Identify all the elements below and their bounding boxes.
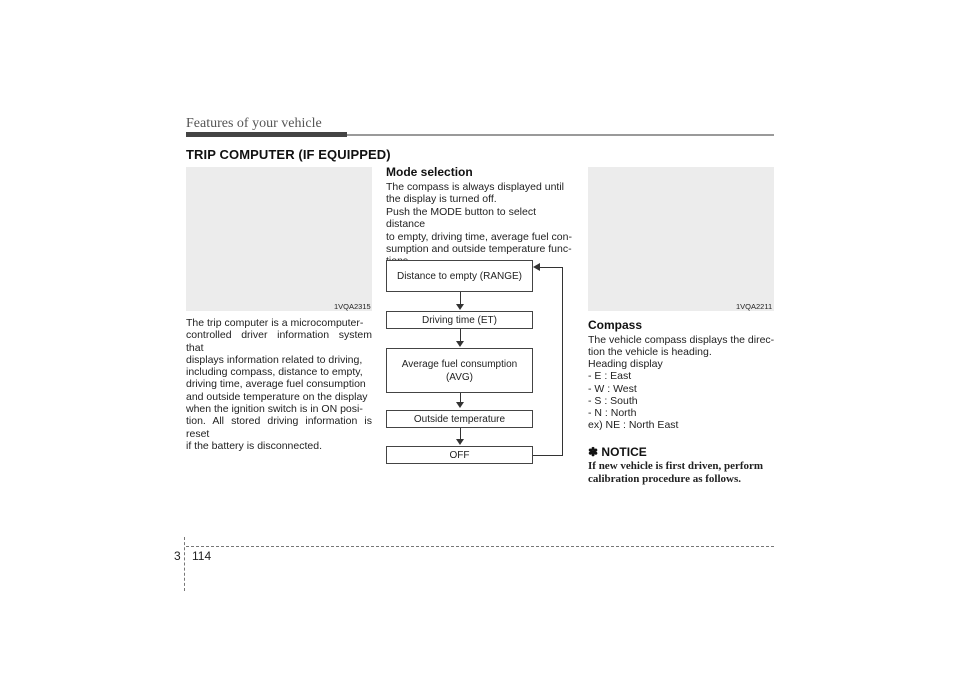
header-rule [347, 134, 774, 136]
running-header: Features of your vehicle [186, 116, 322, 131]
mode-selection-heading: Mode selection [386, 165, 473, 179]
mode-paragraph-1 [386, 181, 574, 206]
text-line: calibration procedure as follows. [588, 472, 741, 485]
text-line: Push the MODE button to select distance [386, 206, 536, 231]
notice-title: NOTICE [601, 445, 647, 459]
text-line: driving time, average fuel consumption [186, 378, 366, 391]
text-line: tion the vehicle is heading. [588, 346, 712, 359]
footer-dashed-rule [186, 546, 774, 547]
flow-box-avg-fuel-line2: (AVG) [445, 371, 474, 383]
page-number: 114 [192, 549, 212, 563]
text-line: and outside temperature on the display [186, 390, 368, 403]
header-bar [186, 132, 347, 137]
flow-box-driving-time: Driving time (ET) [386, 311, 533, 329]
compass-paragraph [588, 334, 776, 359]
notice-icon: ✽ [588, 445, 599, 459]
text-line: The vehicle compass displays the direc- [588, 334, 775, 346]
mode-paragraph-2 [386, 206, 574, 267]
list-item: ex) NE : North East [588, 419, 679, 432]
footer-dashed-vertical [184, 537, 185, 591]
list-item: - N : North [588, 407, 637, 420]
arrow-left-icon [533, 263, 540, 271]
section-title: TRIP COMPUTER (IF EQUIPPED) [186, 147, 391, 162]
text-line: to empty, driving time, average fuel con- [386, 230, 572, 243]
list-item: - W : West [588, 382, 637, 395]
arrow-down-icon [456, 341, 464, 347]
heading-display-list [588, 358, 776, 432]
flow-box-avg-fuel [386, 348, 533, 393]
intro-paragraph [186, 317, 372, 452]
arrow-down-icon [456, 304, 464, 310]
text-line: The compass is always displayed until [386, 181, 564, 193]
compass-heading: Compass [588, 318, 643, 332]
notice-heading [588, 445, 647, 459]
arrow-down-icon [456, 402, 464, 408]
arrow-down-icon [456, 439, 464, 445]
flow-box-avg-fuel-line1: Average fuel consumption [401, 358, 518, 370]
text-line: The trip computer is a microcomputer- [186, 317, 364, 329]
list-item: - S : South [588, 394, 638, 407]
flow-return-line [540, 267, 563, 268]
text-line: tion. All stored driving information is reset [186, 415, 372, 440]
text-line: including compass, distance to empty, [186, 366, 363, 379]
chapter-number: 3 [174, 549, 181, 563]
text-line: if the battery is disconnected. [186, 439, 322, 452]
text-line: controlled driver information system that [186, 329, 372, 354]
list-item: Heading display [588, 358, 663, 370]
dashboard-image [186, 167, 372, 311]
flow-return-line [562, 267, 563, 456]
image-code-right: 1VQA2211 [736, 302, 773, 311]
text-line: displays information related to driving, [186, 353, 363, 366]
notice-body [588, 460, 776, 485]
text-line: the display is turned off. [386, 193, 497, 206]
flow-box-range: Distance to empty (RANGE) [386, 260, 533, 292]
flow-box-outside-temp: Outside temperature [386, 410, 533, 428]
text-line: when the ignition switch is in ON posi- [186, 403, 363, 416]
list-item: - E : East [588, 370, 632, 383]
text-line: sumption and outside temperature func- [386, 242, 572, 255]
flow-box-off: OFF [386, 446, 533, 464]
compass-display-image [588, 167, 774, 311]
image-code-left: 1VQA2315 [334, 302, 371, 311]
flow-return-line [533, 455, 563, 456]
text-line: If new vehicle is first driven, perform [588, 460, 764, 472]
